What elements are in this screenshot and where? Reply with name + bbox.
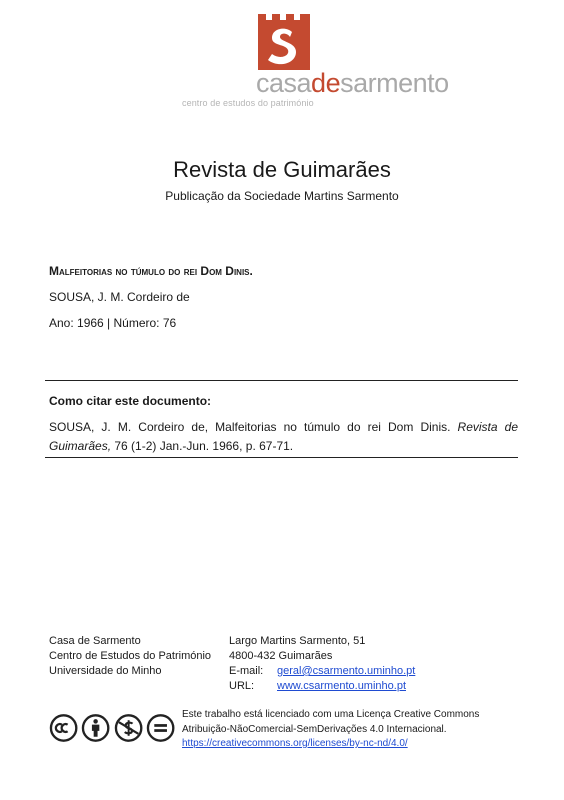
email-label: E-mail: <box>229 665 264 677</box>
divider-top <box>45 380 518 381</box>
cc-license-badge[interactable] <box>49 713 175 743</box>
journal-subtitle: Publicação da Sociedade Martins Sarmento <box>165 189 399 203</box>
citation-text-plain: SOUSA, J. M. Cordeiro de, Malfeitorias no túmulo do rei Dom Dinis. <box>49 420 458 434</box>
noncommercial-icon <box>114 713 143 743</box>
license-line-1: Este trabalho está licenciado com uma Licença Creative Commons <box>182 709 480 720</box>
logo-subtitle: centro de estudos do património <box>182 98 314 108</box>
footer-line-1: Casa de Sarmento <box>49 635 141 647</box>
logo-word-casa: casa <box>256 68 312 98</box>
license-link[interactable]: https://creativecommons.org/licenses/by-nc-nd/4.0/ <box>182 738 408 749</box>
citation-journal-italic: Revista de Guimarães, <box>49 420 518 453</box>
castle-logo-icon <box>256 12 312 74</box>
footer-line-3: Universidade do Minho <box>49 665 162 677</box>
logo-word-sarmento: sarmento <box>340 68 449 98</box>
license-line-2: Atribuição-NãoComercial-SemDerivações 4.0 Internacional. <box>182 723 447 735</box>
footer-email-row <box>229 664 415 679</box>
attribution-icon <box>81 713 110 743</box>
casa-de-sarmento-logo <box>180 10 450 108</box>
noderivatives-icon <box>146 713 175 743</box>
footer-institution <box>49 634 211 679</box>
article-title: Malfeitorias no túmulo do rei Dom Dinis. <box>49 264 253 278</box>
email-link[interactable]: geral@csarmento.uminho.pt <box>277 665 416 677</box>
footer-url-row <box>229 679 415 694</box>
logo-word-de: de <box>311 68 341 98</box>
url-label: URL: <box>229 680 255 692</box>
citation-text-end: 76 (1-2) Jan.-Jun. 1966, p. 67-71. <box>111 439 294 453</box>
cc-icon <box>49 713 78 743</box>
logo-wordmark <box>256 70 449 97</box>
footer-contact <box>229 634 415 694</box>
footer-address-1: Largo Martins Sarmento, 51 <box>229 635 366 647</box>
license-text <box>182 708 479 752</box>
footer-line-2: Centro de Estudos do Património <box>49 650 212 662</box>
article-author: SOUSA, J. M. Cordeiro de <box>49 290 190 304</box>
journal-title: Revista de Guimarães <box>173 157 391 182</box>
footer-address-2: 4800-432 Guimarães <box>229 650 333 662</box>
citation-heading: Como citar este documento: <box>49 394 212 408</box>
url-link[interactable]: www.csarmento.uminho.pt <box>277 680 406 692</box>
divider-bottom <box>45 457 518 458</box>
citation-text <box>49 418 518 456</box>
article-issue: Ano: 1966 | Número: 76 <box>49 316 177 330</box>
